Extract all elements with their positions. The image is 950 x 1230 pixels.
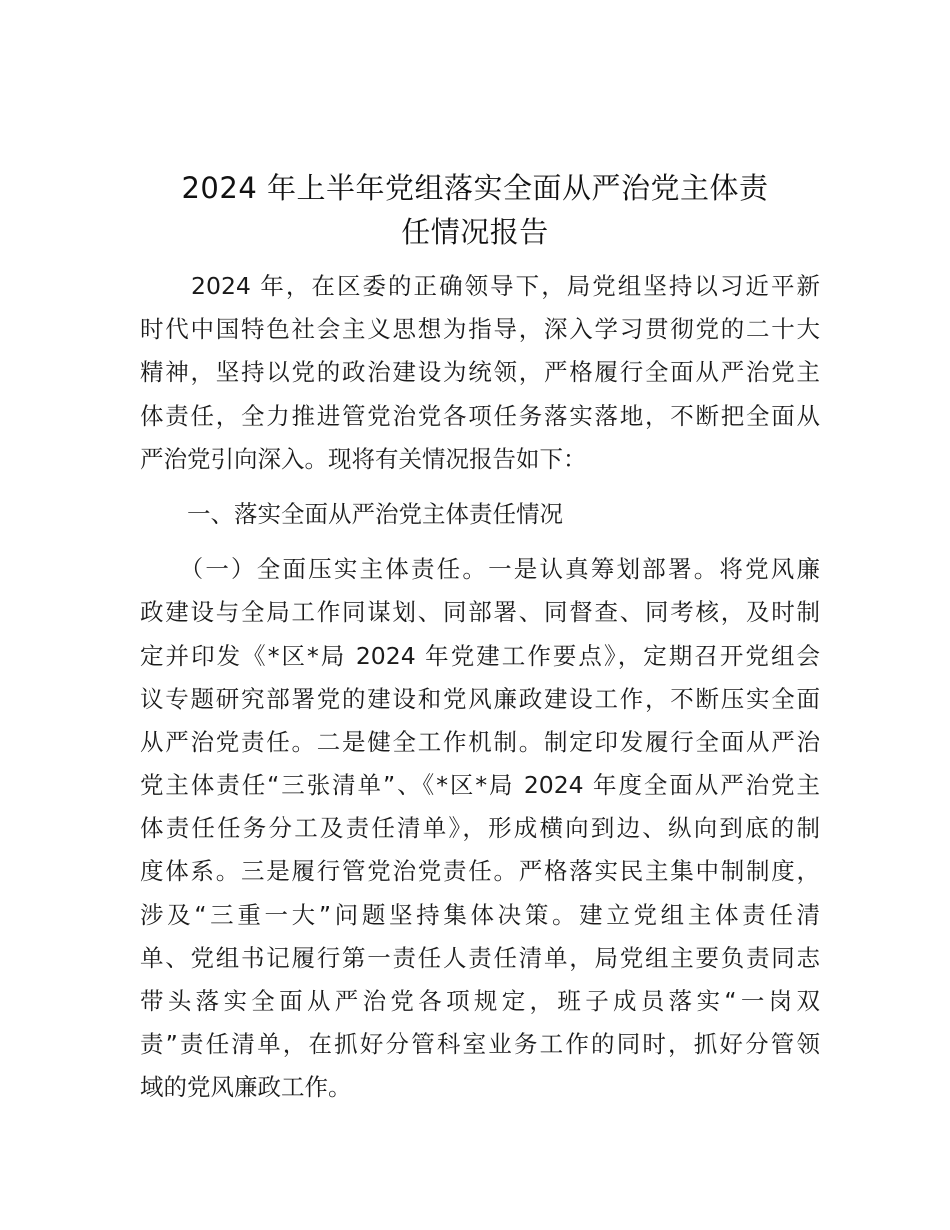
paragraph-gap xyxy=(140,481,820,493)
text-line: 责”责任清单，在抓好分管科室业务工作的同时，抓好分管领 xyxy=(140,1030,820,1059)
text-line: 带头落实全面从严治党各项规定，班子成员落实“一岗双 xyxy=(140,987,820,1015)
text-line: 涉及“三重一大”问题坚持集体决策。建立党组主体责任清 xyxy=(140,900,820,929)
text-line: 定并印发《*区*局 2024 年党建工作要点》，定期召开党组会 xyxy=(140,641,820,670)
title-line: 2024 年上半年党组落实全面从严治党主体责 xyxy=(181,171,769,205)
document-body xyxy=(140,265,820,1110)
document-title xyxy=(130,166,820,254)
text-line: 严治党引向深入。现将有关情况报告如下： xyxy=(140,444,587,473)
text-line: （一）全面压实主体责任。一是认真筹划部署。将党风廉 xyxy=(140,555,820,584)
text-line: 单、党组书记履行第一责任人责任清单，局党组主要负责同志 xyxy=(140,943,820,972)
text-line: 精神，坚持以党的政治建设为统领，严格履行全面从严治党主 xyxy=(140,358,820,387)
text-line: 体责任，全力推进管党治党各项任务落实落地，不断把全面从 xyxy=(140,401,820,430)
text-line: 党主体责任“三张清单”、《*区*局 2024 年度全面从严治党主 xyxy=(140,771,820,800)
paragraph-gap xyxy=(140,536,820,548)
text-line: 议专题研究部署党的建设和党风廉政建设工作，不断压实全面 xyxy=(140,684,820,713)
text-line: 2024 年，在区委的正确领导下，局党组坚持以习近平新 xyxy=(140,272,820,300)
title-line: 任情况报告 xyxy=(401,215,549,249)
text-line: 体责任任务分工及责任清单》，形成横向到边、纵向到底的制 xyxy=(140,814,820,843)
section-heading: 一、落实全面从严治党主体责任情况 xyxy=(140,499,563,528)
text-line: 度体系。三是履行管党治党责任。严格落实民主集中制制度， xyxy=(140,857,820,886)
text-line: 从严治党责任。二是健全工作机制。制定印发履行全面从严治 xyxy=(140,727,820,756)
text-line: 域的党风廉政工作。 xyxy=(140,1073,352,1102)
section-paragraph xyxy=(140,548,820,1109)
text-line: 政建设与全局工作同谋划、同部署、同督查、同考核，及时制 xyxy=(140,598,820,627)
intro-paragraph xyxy=(140,265,820,481)
text-line: 时代中国特色社会主义思想为指导，深入学习贯彻党的二十大 xyxy=(140,315,820,344)
